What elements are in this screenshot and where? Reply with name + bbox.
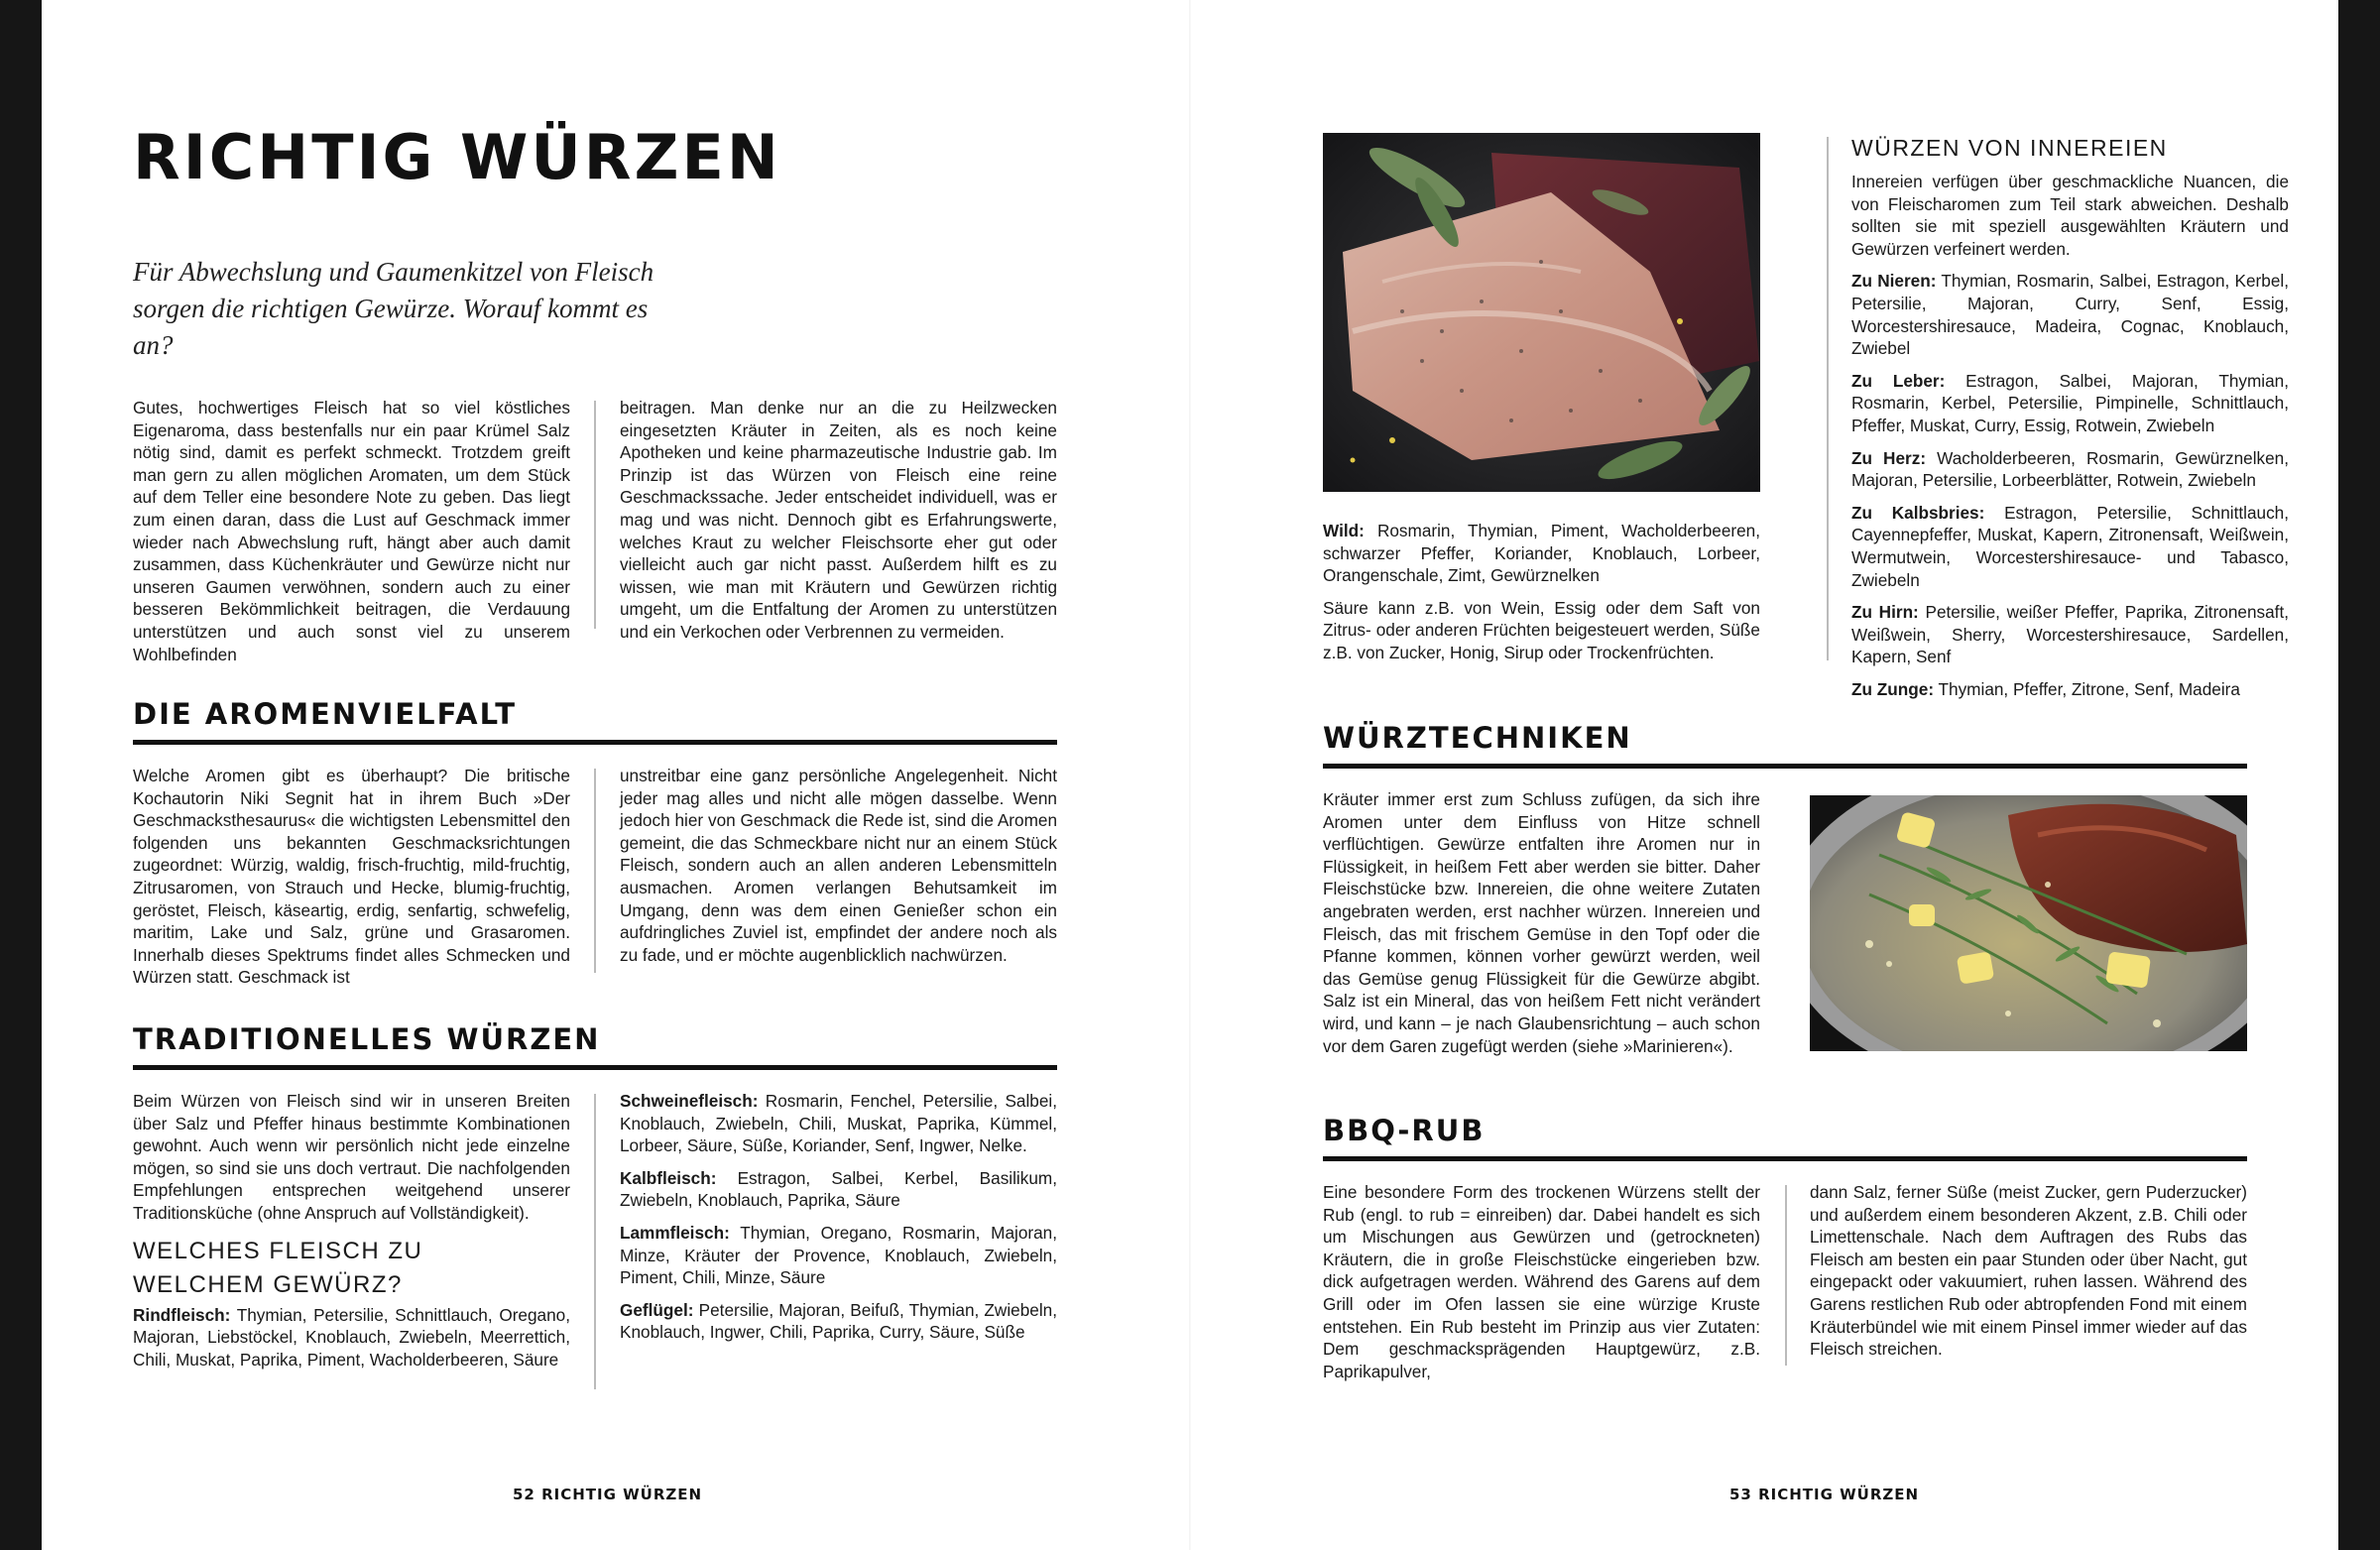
innereien-intro: Innereien verfügen über geschmackliche Nuancen, die von Fleischaromen zum Teil stark abweichen. Deshalb sollten sie mit speziell ausgewählten Kräutern und Gewürzen verfeinert werden.	[1851, 172, 2289, 259]
section-heading-bbq-rub: BBQ-RUB	[1323, 1114, 1486, 1147]
entry-text: Wacholderbeeren, Rosmarin, Gewürznelken, Majoran, Petersilie, Lorbeerblätter, Rotwein, Zwiebeln	[1851, 447, 2290, 491]
entry-label: Zu Herz:	[1851, 447, 1927, 468]
section-rule	[133, 740, 1057, 745]
section-heading-wuerztechniken: WÜRZTECHNIKEN	[1323, 721, 1632, 755]
section-heading-aromenvielfalt: DIE AROMENVIELFALT	[133, 697, 518, 731]
innereien-column	[1851, 133, 2289, 710]
entry-label: Zu Kalbsbries:	[1851, 502, 1985, 523]
column-divider	[594, 1094, 596, 1389]
column-divider	[594, 401, 596, 629]
bbq-column-1	[1323, 1181, 1760, 1392]
traditionell-column-1	[133, 1090, 570, 1380]
entry-text: Estragon, Salbei, Kerbel, Basilikum, Zwiebeln, Knoblauch, Paprika, Säure	[620, 1167, 1057, 1211]
bbq-paragraph-2: dann Salz, ferner Süße (meist Zucker, gern Puderzucker) und außerdem einem besonderen Akzent, z.B. Chili oder Limettenschale. Nach dem Auftragen des Rubs das Fleisch am besten ein paar Stunden oder über Nacht, gut eingepackt oder vakuumiert, ruhen lassen. Während des Garens restlichen Rub oder abtropfenden Fond mit einem Kräuterbündel wie mit einem Pinsel immer wieder auf das Fleisch streichen.	[1810, 1182, 2247, 1360]
nieren-entry	[1851, 270, 2289, 359]
section-rule	[1323, 764, 2247, 769]
bbq-column-2	[1810, 1181, 2247, 1371]
techniken-column	[1323, 788, 1760, 1067]
entry-label: Rindfleisch:	[133, 1304, 231, 1325]
entry-label: Lammfleisch:	[620, 1222, 730, 1243]
aromen-paragraph-1: Welche Aromen gibt es überhaupt? Die britische Kochautorin Niki Segnit hat in ihrem Buch »Der Geschmacksthesaurus« die wichtigsten Lebensmittel den folgenden uns bekannten Geschmacksrichtungen zugeordnet: Würzig, waldig, frisch-fruchtig, mild-fruchtig, Zitrusaromen, von Strauch und Hecke, blumig-fruchtig, geröstet, Fleisch, käseartig, erdig, senfartig, schwefelig, maritim, Lake und Salz, grüne und Grasaromen. Innerhalb dieses Spektrums findet alles Schmecken und Würzen statt. Geschmack ist	[133, 766, 570, 988]
intro-column-2	[620, 397, 1057, 654]
intro-paragraph-2: beitragen. Man denke nur an die zu Heilzwecken eingesetzten Kräuter in Zeiten, als es noch keine Apotheken und keine pharmazeutische Industrie gab. Im Prinzip ist das Würzen von Fleisch eine reine Geschmackssache. Jeder entscheidet individuell, was er mag und was nicht. Dennoch gibt es Erfahrungswerte, welches Kraut zu welcher Fleischsorte eher gut oder vielleicht auch gar nicht passt. Außerdem hilft es zu wissen, wie man mit Kräutern und Gewürzen richtig umgeht, um die Entfaltung der Aromen zu unterstützen und ein Verkochen oder Verbrennen zu vermeiden.	[620, 398, 1057, 642]
entry-label: Zu Hirn:	[1851, 602, 1919, 623]
lead-text: Für Abwechslung und Gaumenkitzel von Fleisch sorgen die richtigen Gewürze. Worauf kommt es an?	[133, 257, 654, 360]
wild-column	[1323, 520, 1760, 674]
aromen-paragraph-2: unstreitbar eine ganz persönliche Angelegenheit. Nicht jeder mag alles und nicht alle mögen dasselbe. Wenn jedoch hier von Geschmack die Rede ist, sind die Aromen gemeint, die das Schmeckbare nicht nur an einem Stück Fleisch, sondern auch an allen anderen Lebensmitteln ausmachen. Aromen verlangen Behutsamkeit im Umgang, denn was dem einen Genießer schon ein aufdringliches Zuviel ist, empfindet der andere noch als zu fade, und er möchte augenblicklich nachwürzen.	[620, 766, 1057, 965]
saeure-note: Säure kann z.B. von Wein, Essig oder dem Saft von Zitrus- oder anderen Früchten beigesteuert werden, Süße z.B. von Zucker, Honig, Sirup oder Trockenfrüchten.	[1323, 597, 1760, 662]
entry-text: Rosmarin, Fenchel, Petersilie, Salbei, Knoblauch, Zwiebeln, Chili, Muskat, Paprika, Kümmel, Lorbeer, Säure, Süße, Koriander, Senf, Ingwer, Nelke.	[620, 1091, 1057, 1156]
traditionell-paragraph: Beim Würzen von Fleisch sind wir in unseren Breiten über Salz und Pfeffer hinaus bestimmte Kombinationen gewohnt. Auch wenn wir persönlich nicht jede einzelne mögen, so sind sie uns doch vertraut. Die nachfolgenden Empfehlungen entsprechen weitgehend unserer Traditionsküche (ohne Anspruch auf Vollständigkeit).	[133, 1091, 570, 1223]
book-gutter	[1189, 0, 1191, 1550]
kalbsbries-entry	[1851, 502, 2289, 591]
entry-label: Zu Zunge:	[1851, 678, 1935, 699]
entry-label: Wild:	[1323, 521, 1365, 540]
pan-meat-illustration	[1810, 795, 2247, 1051]
innereien-heading: WÜRZEN VON INNEREIEN	[1851, 135, 2168, 161]
rindfleisch-entry	[133, 1304, 570, 1371]
book-spread	[42, 0, 2338, 1550]
photo-seasoned-meat	[1323, 133, 1760, 492]
gefluegel-entry	[620, 1299, 1057, 1344]
entry-label: Schweinefleisch:	[620, 1091, 759, 1111]
photo-pan-meat	[1810, 795, 2247, 1051]
column-divider	[594, 769, 596, 973]
page-folio-left: 52 RICHTIG WÜRZEN	[513, 1486, 703, 1503]
lammfleisch-entry	[620, 1222, 1057, 1289]
column-divider	[1785, 1185, 1787, 1366]
aromen-column-2	[620, 765, 1057, 976]
right-page	[1190, 0, 2338, 1550]
column-divider	[1827, 137, 1829, 660]
entry-text: Rosmarin, Thymian, Piment, Wacholderbeeren, schwarzer Pfeffer, Koriander, Knoblauch, Lorbeer, Orangenschale, Zimt, Gewürznelken	[1323, 521, 1760, 586]
traditionell-column-2	[620, 1090, 1057, 1354]
bbq-paragraph-1: Eine besondere Form des trockenen Würzens stellt der Rub (engl. to rub = einreiben) dar. Dabei handelt es sich um Mischungen aus Gewürzen und (getrockneten) Kräutern, die in große Fleischstücke eingerieben bzw. dick aufgetragen werden. Während des Garens auf dem Grill oder im Ofen lassen sie eine würzige Kruste entstehen. Ein Rub besteht im Prinzip aus vier Zutaten: Dem geschmacksprägenden Hauptgewürz, z.B. Paprikapulver,	[1323, 1182, 1760, 1381]
aromen-column-1	[133, 765, 570, 999]
entry-label: Geflügel:	[620, 1299, 694, 1320]
leber-entry	[1851, 370, 2289, 437]
entry-text: Petersilie, Majoran, Beifuß, Thymian, Zwiebeln, Knoblauch, Ingwer, Chili, Paprika, Curry, Säure, Süße	[620, 1299, 1057, 1343]
schweinefleisch-entry	[620, 1090, 1057, 1157]
entry-text: Estragon, Petersilie, Schnittlauch, Cayennepfeffer, Muskat, Kapern, Zitronensaft, Weißwein, Wermutwein, Worcestershiresauce- und Tabasco, Zwiebeln	[1851, 502, 2289, 590]
wild-entry	[1323, 520, 1760, 587]
section-heading-traditionelles: TRADITIONELLES WÜRZEN	[133, 1022, 601, 1056]
kalbfleisch-entry	[620, 1167, 1057, 1212]
section-rule	[133, 1065, 1057, 1070]
page-title: RICHTIG WÜRZEN	[133, 121, 781, 193]
entry-label: Zu Leber:	[1851, 370, 1946, 391]
entry-label: Zu Nieren:	[1851, 271, 1937, 292]
left-page	[42, 0, 1190, 1550]
intro-paragraph-1: Gutes, hochwertiges Fleisch hat so viel köstliches Eigenaroma, dass bestenfalls nur ein paar Krümel Salz nötig sind, damit es perfekt schmeckt. Trotzdem greift man gern zu allen möglichen Aromaten, um dem Stück auf dem Teller eine besondere Note zu geben. Das liegt zum einen daran, dass die Lust auf Geschmack immer wieder nach Abwechslung ruft, hängt aber auch damit zusammen, dass Küchenkräuter und Gewürze nicht nur unseren Gaumen verwöhnen, sondern auch zu einer besseren Bekömmlichkeit beitragen, die Verdauung unterstützen und auch sonst viel zu unserem Wohlbefinden	[133, 398, 570, 664]
herz-entry	[1851, 447, 2289, 492]
innereien-body	[1851, 171, 2289, 700]
entry-label: Kalbfleisch:	[620, 1167, 717, 1188]
hirn-entry	[1851, 601, 2289, 668]
page-folio-right: 53 RICHTIG WÜRZEN	[1729, 1486, 1920, 1503]
entry-text: Thymian, Oregano, Rosmarin, Majoran, Minze, Kräuter der Provence, Knoblauch, Zwiebeln, Piment, Chili, Minze, Säure	[620, 1222, 1057, 1288]
entry-text: Thymian, Rosmarin, Salbei, Estragon, Kerbel, Petersilie, Majoran, Curry, Senf, Essig, Worcestershiresauce, Madeira, Cognac, Knoblauch, Zwiebel	[1851, 271, 2289, 359]
techniken-paragraph: Kräuter immer erst zum Schluss zufügen, da sich ihre Aromen unter dem Einfluss von Hitze schnell verflüchtigen. Gewürze entfalten ihre Aromen nur in Flüssigkeit, in heißem Fett aber werden sie bitter. Daher Fleischstücke bzw. Innereien, die ohne weitere Zutaten angebraten werden, erst nachher würzen. Innereien und Fleisch, das mit frischem Gemüse in den Topf oder die Pfanne kommen, können vorher gewürzt werden, weil das Gemüse genug Flüssigkeit für die Gewürze abgibt. Salz ist ein Mineral, das von heißem Fett nicht verändert wird, und kann – je nach Glaubensrichtung – auch schon vor dem Garen zugefügt werden (siehe »Marinieren«).	[1323, 789, 1760, 1056]
entry-text: Petersilie, weißer Pfeffer, Paprika, Zitronensaft, Weißwein, Sherry, Worcestershiresauce, Sardellen, Kapern, Senf	[1851, 602, 2290, 667]
seasoned-meat-illustration	[1323, 133, 1760, 492]
zunge-entry	[1851, 678, 2289, 701]
entry-text: Estragon, Salbei, Majoran, Thymian, Rosmarin, Kerbel, Petersilie, Pimpinelle, Schnittlauch, Pfeffer, Muskat, Curry, Essig, Rotwein, Zwiebeln	[1851, 370, 2289, 435]
entry-text: Thymian, Petersilie, Schnittlauch, Oregano, Majoran, Liebstöckel, Knoblauch, Zwiebeln, Meerrettich, Chili, Muskat, Paprika, Piment, Wacholderbeeren, Säure	[133, 1304, 570, 1370]
intro-column-1	[133, 397, 570, 675]
entry-text: Thymian, Pfeffer, Zitrone, Senf, Madeira	[1934, 678, 2240, 699]
subheading-fleisch-gewuerz: WELCHES FLEISCH ZU WELCHEM GEWÜRZ?	[133, 1237, 423, 1298]
section-rule	[1323, 1156, 2247, 1161]
